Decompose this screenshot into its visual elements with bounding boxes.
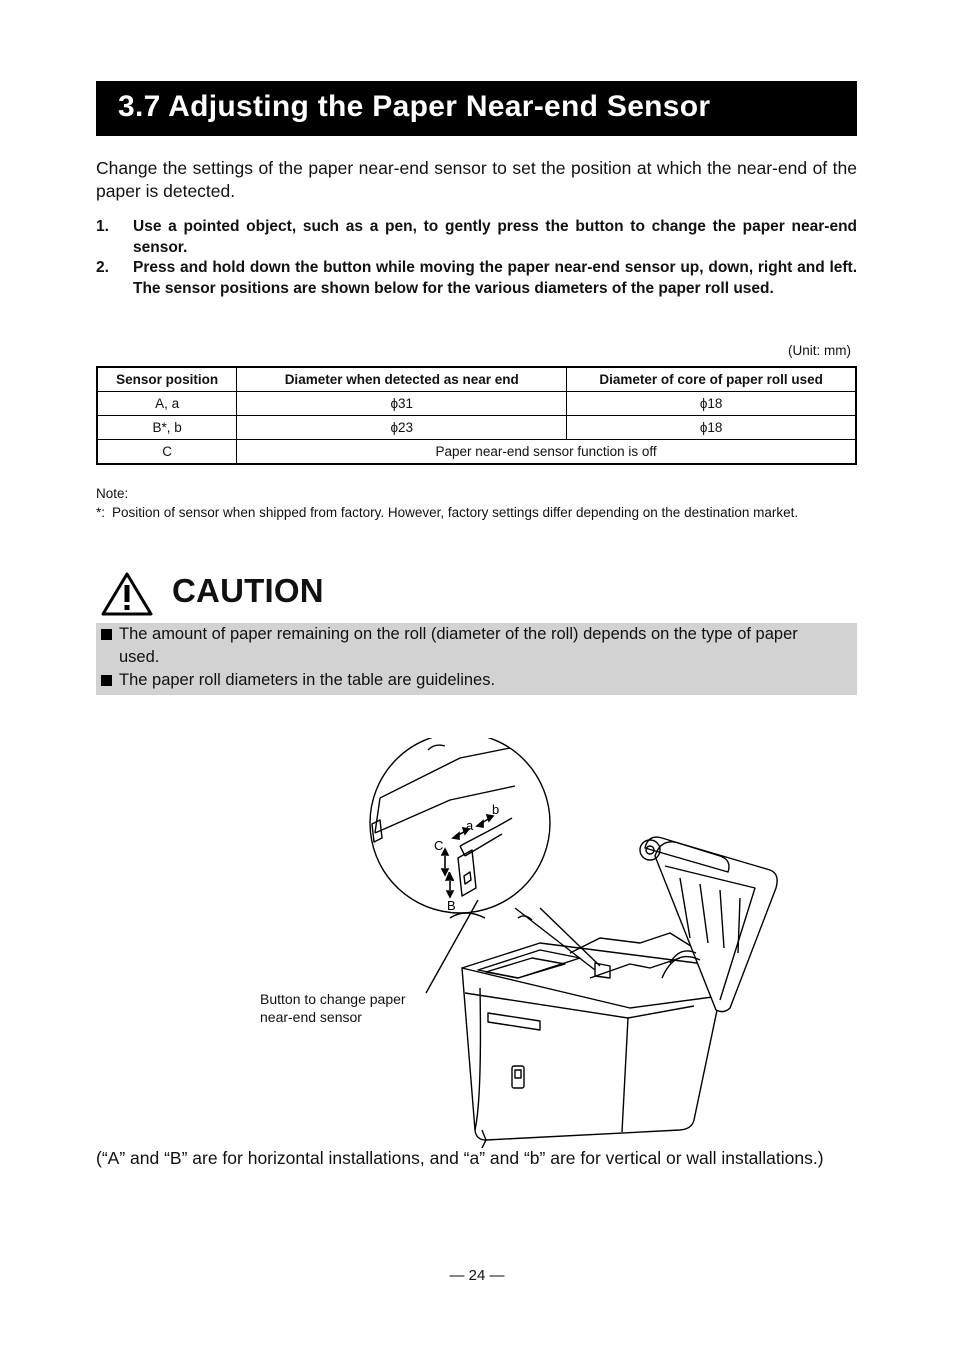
- table-cell: ϕ18: [567, 392, 856, 416]
- marker-b: b: [492, 802, 500, 817]
- caution-text: The amount of paper remaining on the roll (diameter of the roll) depends on the type of paper used.: [119, 625, 798, 666]
- caution-text: The paper roll diameters in the table are guidelines.: [119, 671, 496, 689]
- printer-illustration: [250, 738, 810, 1148]
- callout-line: near-end sensor: [260, 1009, 362, 1025]
- table-cell: ϕ18: [567, 416, 856, 440]
- note-marker: *:: [96, 505, 106, 520]
- table-header: Diameter of core of paper roll used: [567, 367, 856, 392]
- table-header-row: [97, 367, 856, 392]
- note-body: [96, 504, 857, 522]
- table-header: Sensor position: [97, 367, 237, 392]
- caution-box: [96, 623, 857, 695]
- warning-triangle-icon: [100, 571, 154, 617]
- caution-item: [96, 623, 836, 669]
- steps-list: [96, 217, 857, 299]
- marker-B: B: [447, 898, 456, 913]
- marker-A: A: [445, 869, 454, 884]
- table-row: [97, 416, 856, 440]
- marker-a: a: [466, 818, 474, 833]
- square-bullet-icon: [101, 675, 112, 686]
- table-row: [97, 392, 856, 416]
- table-cell: C: [97, 440, 237, 465]
- table-header: Diameter when detected as near end: [237, 367, 567, 392]
- step-item: [96, 217, 857, 258]
- step-number: 1.: [96, 218, 109, 235]
- step-text: Press and hold down the button while moving the paper near-end sensor up, down, right and left. The sensor positions are shown below for the various diameters of the paper roll used.: [133, 259, 857, 297]
- page-number: — 24 —: [449, 1267, 505, 1284]
- callout-line: Button to change paper: [260, 991, 406, 1007]
- note-label: Note:: [96, 486, 129, 501]
- section-title: 3.7 Adjusting the Paper Near-end Sensor: [118, 90, 711, 123]
- square-bullet-icon: [101, 629, 112, 640]
- table-cell: ϕ31: [237, 392, 567, 416]
- installation-note: (“A” and “B” are for horizontal installations, and “a” and “b” are for vertical or wall installations.): [96, 1148, 824, 1168]
- sensor-position-table: [96, 366, 857, 465]
- table-cell: ϕ23: [237, 416, 567, 440]
- figure-callout-label: [260, 990, 406, 1026]
- caution-item: [96, 669, 836, 692]
- caution-heading: CAUTION: [172, 572, 324, 609]
- unit-label: (Unit: mm): [788, 343, 851, 358]
- table-cell: A, a: [97, 392, 237, 416]
- step-text: Use a pointed object, such as a pen, to gently press the button to change the paper near-end sensor.: [133, 218, 857, 256]
- note-text: Position of sensor when shipped from factory. However, factory settings differ depending on the destination market.: [112, 505, 799, 520]
- step-item: [96, 258, 857, 299]
- table-cell: B*, b: [97, 416, 237, 440]
- table-cell: Paper near-end sensor function is off: [237, 440, 856, 465]
- marker-C: C: [434, 838, 444, 853]
- intro-paragraph: Change the settings of the paper near-end sensor to set the position at which the near-end of the paper is detected.: [96, 158, 857, 201]
- step-number: 2.: [96, 259, 109, 276]
- table-row: [97, 440, 856, 465]
